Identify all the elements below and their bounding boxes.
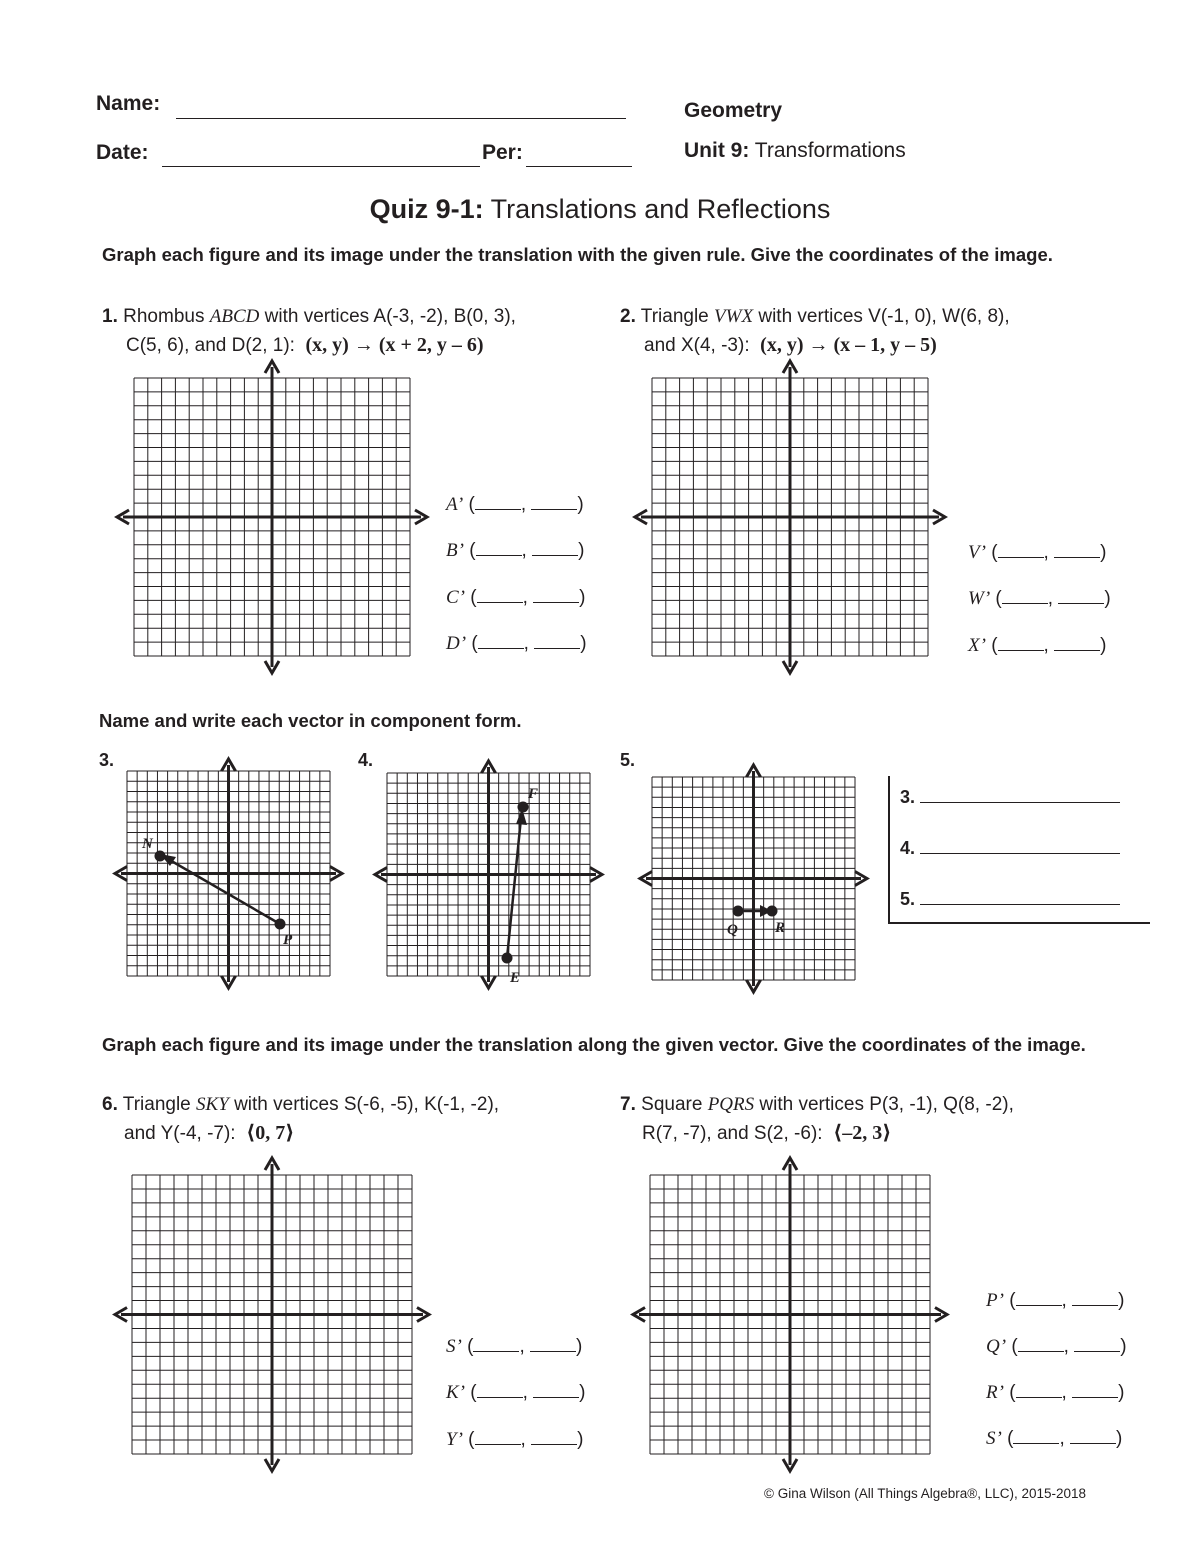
answer-c-prime[interactable]: C’ ( , ) [446, 587, 586, 608]
answer-d-prime[interactable]: D’ ( , ) [446, 633, 587, 654]
answer-k-prime[interactable]: K’ ( , ) [446, 1382, 586, 1403]
coordinate-grid-6[interactable] [112, 1155, 432, 1474]
vector-answer-3[interactable]: 3. [900, 784, 1120, 808]
page-title: Quiz 9-1: Translations and Reflections [369, 194, 831, 224]
problem-2-text: 2. Triangle VWX with vertices V(-1, 0), W(6, 8), and X(4, -3): (x, y) → (x – 1, y – 5) [620, 306, 1010, 356]
problem-6-text: 6. Triangle SKY with vertices S(-6, -5), K(-1, -2), and Y(-4, -7): ⟨0, 7⟩ [102, 1094, 500, 1144]
coordinate-grid-7[interactable] [630, 1155, 950, 1474]
coordinate-grid-1[interactable] [114, 358, 430, 676]
period-field[interactable] [526, 146, 632, 167]
vector-answer-5[interactable]: 5. [900, 886, 1120, 910]
problem-5-num: 5. [620, 750, 636, 770]
vector-grid-5 [632, 757, 875, 1000]
point-r-label: R [775, 920, 786, 936]
name-field[interactable] [176, 98, 626, 119]
answer-y-prime[interactable]: Y’ ( , ) [446, 1429, 584, 1450]
vector-grid-4 [367, 753, 610, 996]
problem-7-text: 7. Square PQRS with vertices P(3, -1), Q(8, -2), R(7, -7), and S(2, -6): ⟨–2, 3⟩ [620, 1094, 1014, 1144]
unit-title: Unit 9: Transformations [684, 139, 906, 162]
coordinate-grid-2[interactable] [632, 358, 948, 676]
problem-4-num: 4. [358, 750, 374, 770]
section1-instruction: Graph each figure and its image under the translation with the given rule. Give the coordinates of the image. [102, 244, 1053, 265]
section3-instruction: Graph each figure and its image under the translation along the given vector. Give the coordinates of the image. [102, 1034, 1086, 1055]
problem-1-text: 1. Rhombus ABCD with vertices A(-3, -2), B(0, 3), C(5, 6), and D(2, 1): (x, y) → (x + 2, y – 6) [102, 306, 516, 356]
point-p-label: P [283, 932, 293, 948]
vector-answer-4[interactable]: 4. [900, 835, 1120, 859]
answer-q-prime[interactable]: Q’ ( , ) [986, 1336, 1127, 1357]
course-name: Geometry [684, 99, 783, 122]
point-e-label: E [510, 970, 521, 986]
answer-w-prime[interactable]: W’ ( , ) [968, 588, 1111, 609]
answer-s2-prime[interactable]: S’ ( , ) [986, 1428, 1123, 1449]
vector-grid-3 [107, 751, 350, 996]
problem-3-num: 3. [99, 750, 115, 770]
answer-x-prime[interactable]: X’ ( , ) [968, 635, 1107, 656]
answer-r-prime[interactable]: R’ ( , ) [986, 1382, 1125, 1403]
date-field[interactable] [162, 146, 480, 167]
date-label: Date: [96, 141, 149, 164]
copyright-footer: © Gina Wilson (All Things Algebra®, LLC), 2015-2018 [764, 1486, 1087, 1501]
per-label: Per: [482, 141, 523, 164]
answer-s-prime[interactable]: S’ ( , ) [446, 1336, 583, 1357]
point-q-label: Q [727, 922, 738, 938]
answer-p-prime[interactable]: P’ ( , ) [986, 1290, 1125, 1311]
answer-v-prime[interactable]: V’ ( , ) [968, 542, 1107, 563]
point-f-label: F [528, 786, 539, 802]
answer-b-prime[interactable]: B’ ( , ) [446, 540, 585, 561]
answer-a-prime[interactable]: A’ ( , ) [446, 494, 584, 515]
name-label: Name: [96, 92, 161, 115]
section2-instruction: Name and write each vector in component form. [99, 710, 522, 731]
point-n-label: N [142, 836, 153, 852]
